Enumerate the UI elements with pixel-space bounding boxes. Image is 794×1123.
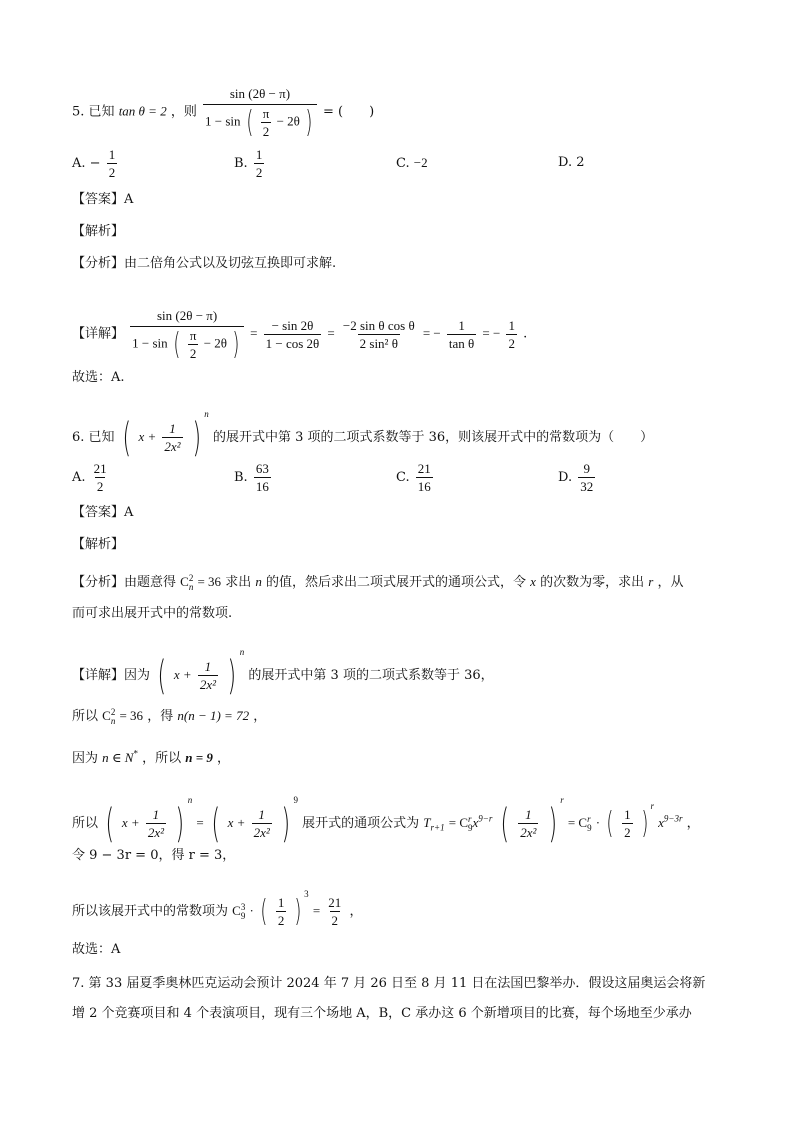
pi: π — [262, 106, 270, 121]
s1-c: ，得 — [147, 709, 174, 724]
var-n: n — [255, 574, 262, 589]
q6-answer: 【答案】A — [72, 505, 134, 520]
q6-analysis-label: 【解析】 — [72, 537, 125, 552]
numerator: 1 — [258, 807, 265, 822]
numerator: −2 sin θ cos θ — [342, 317, 415, 333]
q6-fenxi-2: 而可求出展开式中的常数项. — [72, 606, 233, 621]
q6-frac — [252, 806, 272, 841]
paren-left-icon: ( — [105, 800, 115, 847]
q5-numerator: sin (2θ − π) — [229, 86, 291, 101]
paren-left-icon: ( — [260, 893, 268, 929]
s2-b: n ∈ N — [102, 750, 134, 765]
exponent-9: 9 — [293, 795, 298, 805]
detail-a: 【详解】因为 — [72, 668, 151, 683]
paren-right-icon: ) — [232, 326, 240, 362]
option-label: B. — [234, 156, 248, 171]
paren-right-icon: ) — [281, 800, 290, 847]
two: 2 — [189, 346, 197, 361]
option-value: −2 — [413, 155, 428, 170]
c-sup: 3 — [240, 901, 246, 912]
denominator: 2x² — [520, 825, 537, 840]
half-frac — [276, 894, 287, 929]
q6-stem — [72, 409, 734, 461]
numerator: 9 — [583, 461, 590, 476]
q5-answer: 【答案】A — [72, 192, 134, 207]
denominator: 2 — [508, 335, 515, 351]
exponent-n: n — [239, 647, 245, 657]
c-sub: 9 — [587, 822, 592, 833]
option-label: D. 2 — [558, 155, 585, 170]
s1-a: 所以 — [72, 709, 99, 724]
two: 2 — [262, 124, 270, 139]
paren-right-icon: ) — [175, 800, 185, 847]
q5-fenxi: 【分析】由二倍角公式以及切弦互换即可求解. — [72, 256, 337, 271]
fenxi-eq: = 36 — [197, 574, 222, 589]
c-sup: r — [468, 813, 472, 824]
paren-left-icon: ( — [173, 326, 181, 362]
pi: π — [189, 328, 197, 343]
numerator: 63 — [255, 461, 269, 476]
q6-step4: 令 9 − 3r = 0，得 r = 3， — [72, 848, 236, 863]
x-exponent2: 9−3r — [663, 813, 683, 824]
q6-fenxi — [72, 572, 734, 593]
s3-a: 所以 — [72, 816, 99, 831]
option-fraction — [107, 146, 118, 181]
q7-line2: 增 2 个竞赛项目和 4 个表演项目，现有三个场地 A，B，C 承办这 6 个新增项目的比赛，每个场地至少承办 — [72, 1006, 692, 1021]
denominator: 2x² — [199, 677, 217, 692]
denominator: 16 — [255, 479, 269, 494]
q5-option-b[interactable] — [234, 146, 266, 181]
paren-left-icon: ( — [246, 104, 254, 140]
x-plus: x + — [227, 815, 246, 830]
q5-detail — [72, 306, 734, 362]
q5-text: ，则 — [170, 104, 197, 120]
numerator: 1 — [204, 659, 212, 674]
result-frac — [326, 894, 343, 929]
q5-fraction — [203, 84, 317, 140]
equals: = — [312, 903, 321, 918]
q5-den-b: − 2θ — [203, 335, 228, 351]
q5-detail-frac1 — [130, 306, 244, 362]
q5-detail-frac3 — [341, 317, 417, 352]
detail-b: 的展开式中第 3 项的二项式系数等于 36， — [248, 668, 494, 683]
equals-neg: = − — [422, 325, 441, 341]
option-fraction — [254, 460, 271, 495]
q5-den-a: 1 − sin — [205, 113, 241, 129]
denominator: 2 — [624, 825, 631, 840]
denominator — [130, 326, 244, 362]
q6-option-a[interactable] — [72, 460, 111, 495]
numerator: 1 — [458, 317, 465, 333]
denominator: 2 sin² θ — [359, 335, 398, 351]
term-sub: r+1 — [430, 822, 445, 833]
x-plus: x + — [173, 667, 192, 682]
c-indices — [241, 903, 246, 921]
s1-e: ， — [253, 709, 267, 724]
c-indices — [189, 574, 194, 592]
q6-detail — [72, 647, 734, 699]
q5-stem — [72, 84, 734, 140]
s3-end: ， — [686, 816, 700, 831]
q6-frac — [162, 420, 182, 455]
c-sub: n — [110, 715, 116, 726]
q6-step3 — [72, 795, 734, 847]
option-label: D. — [558, 470, 573, 485]
x-exponent: 9−r — [478, 813, 493, 824]
option-fraction — [254, 146, 265, 181]
option-label: C. — [396, 470, 410, 485]
q5-pi-half — [261, 105, 272, 140]
numerator: sin (2θ − π) — [156, 308, 218, 323]
c-sub: n — [188, 581, 194, 592]
numerator: 21 — [417, 461, 431, 476]
option-fraction — [578, 460, 595, 495]
paren-left-icon: ( — [157, 652, 167, 699]
paren-right-icon: ) — [548, 800, 557, 847]
q5-condition: tan θ = 2 — [118, 103, 167, 119]
c-sub: 9 — [468, 822, 473, 833]
paren-right-icon: ) — [294, 893, 302, 929]
x-plus: x + — [121, 815, 140, 830]
detail-label: 【详解】 — [72, 326, 125, 342]
s5-a: 所以该展开式中的常数项为 — [72, 904, 229, 919]
s3-b: 展开式的通项公式为 — [302, 816, 420, 831]
denominator: 2 — [108, 165, 116, 180]
fenxi-b: 求出 — [225, 575, 252, 590]
denominator: 32 — [580, 479, 594, 494]
paren-right-icon: ) — [227, 652, 237, 699]
option-label: A. — [72, 156, 86, 171]
s2-c: ，所以 — [142, 751, 182, 766]
var-x: x — [472, 815, 479, 830]
q6-step5 — [72, 889, 734, 929]
q6-option-b[interactable] — [234, 460, 273, 495]
denominator: tan θ — [448, 335, 475, 351]
star: * — [133, 748, 138, 759]
exponent-r: r — [560, 795, 564, 805]
option-label: A. — [72, 470, 86, 485]
q6-frac — [518, 806, 538, 841]
var-r: r — [648, 574, 654, 589]
numerator: 21 — [93, 461, 107, 476]
c-indices — [111, 708, 116, 726]
numerator: − sin 2θ — [271, 317, 314, 333]
q6-text: 的展开式中第 3 项的二项式系数等于 36，则该展开式中的常数项为（ ） — [212, 430, 654, 445]
equals: = — [327, 325, 335, 341]
q5-pi-half — [188, 327, 199, 362]
term-t: T — [423, 815, 431, 830]
c-sup: 2 — [188, 572, 194, 583]
numerator: 1 — [152, 807, 160, 822]
q6-step2 — [72, 748, 734, 769]
s2-d: n = 9 — [185, 750, 213, 765]
q5-blank: = ( ) — [323, 104, 375, 120]
q6-frac — [198, 658, 218, 693]
q5-option-d[interactable] — [558, 155, 585, 170]
q6-step1 — [72, 706, 734, 727]
numerator: 1 — [508, 317, 515, 333]
denominator: 2x² — [253, 825, 270, 840]
q5-number: 5. 已知 — [72, 104, 115, 120]
q7-line1: 7. 第 33 届夏季奥林匹克运动会预计 2024 年 7 月 26 日至 8 月 11 日在法国巴黎举办．假设这届奥运会将新 — [72, 976, 706, 991]
s1-b: = 36 — [119, 708, 144, 723]
paren-right-icon: ) — [305, 104, 313, 140]
q5-option-a[interactable] — [72, 146, 119, 181]
q6-option-d[interactable] — [558, 460, 597, 495]
q5-den-b: − 2θ — [276, 113, 300, 129]
equals-neg: = − — [482, 325, 501, 341]
paren-left-icon: ( — [122, 414, 131, 461]
binomial-c: C — [180, 574, 189, 589]
numerator: 1 — [525, 807, 532, 822]
denominator: 2x² — [164, 439, 181, 454]
period: . — [523, 326, 528, 342]
denominator: 2 — [277, 913, 285, 928]
q5-select: 故选：A. — [72, 370, 125, 385]
q5-denominator — [203, 104, 317, 140]
c-indices — [587, 815, 592, 833]
dot: · — [595, 815, 601, 830]
exponent-n: n — [187, 795, 193, 805]
option-fraction — [92, 460, 109, 495]
exponent-n: n — [204, 409, 209, 419]
fenxi-f: ，从 — [657, 575, 684, 590]
paren-right-icon: ) — [641, 805, 649, 841]
numerator: 1 — [169, 421, 176, 436]
numerator: 1 — [255, 147, 263, 162]
exponent-r: r — [650, 801, 654, 811]
q6-option-c[interactable] — [396, 460, 435, 495]
s2-e: ， — [217, 751, 231, 766]
q6-select: 故选：A — [72, 942, 121, 957]
c-sup: 2 — [110, 706, 116, 717]
s1-d: n(n − 1) = 72 — [177, 708, 250, 723]
denominator: 2 — [96, 479, 104, 494]
s3-c: = C — [448, 815, 469, 830]
exponent-3: 3 — [304, 889, 309, 899]
q5-detail-frac4 — [447, 317, 476, 352]
equals: = — [250, 325, 258, 341]
s2-a: 因为 — [72, 751, 99, 766]
denominator: 16 — [417, 479, 431, 494]
option-label: B. — [234, 470, 248, 485]
fenxi-e: 的次数为零，求出 — [540, 575, 645, 590]
minus-sign: − — [89, 156, 101, 171]
binomial-c: C — [102, 708, 111, 723]
paren-left-icon: ( — [211, 800, 220, 847]
fenxi-d: 的值，然后求出二项式展开式的通项公式，令 — [266, 575, 527, 590]
numerator: 1 — [277, 895, 285, 910]
c-sub: 9 — [240, 910, 246, 921]
half-frac — [622, 806, 633, 841]
numerator: 1 — [108, 147, 116, 162]
numerator: 21 — [328, 895, 342, 910]
q5-analysis-label: 【解析】 — [72, 224, 125, 239]
x-plus: x + — [138, 429, 157, 444]
q6-frac — [146, 806, 166, 841]
denominator: 2x² — [147, 825, 165, 840]
option-label: C. — [396, 156, 410, 171]
q5-detail-frac2 — [264, 317, 322, 352]
q5-detail-frac5 — [506, 317, 517, 352]
c-sup: r — [587, 813, 591, 824]
paren-left-icon: ( — [500, 800, 509, 847]
s5-end: ， — [349, 904, 363, 919]
denominator: 2 — [331, 913, 339, 928]
var-x: x — [658, 815, 664, 830]
q6-number: 6. 已知 — [72, 430, 115, 445]
var-x: x — [530, 574, 536, 589]
q5-option-c[interactable] — [396, 155, 428, 171]
option-fraction — [416, 460, 433, 495]
dot: · — [249, 903, 254, 918]
s3-c2: = C — [567, 815, 588, 830]
denominator: 1 − cos 2θ — [265, 335, 320, 351]
binomial-c: C — [232, 903, 241, 918]
equals: = — [196, 815, 204, 830]
numerator: 1 — [624, 807, 631, 822]
denominator: 2 — [255, 165, 263, 180]
q5-den-a: 1 − sin — [132, 335, 168, 351]
paren-right-icon: ) — [192, 414, 201, 461]
fenxi-a: 【分析】由题意得 — [72, 575, 177, 590]
paren-left-icon: ( — [606, 805, 614, 841]
